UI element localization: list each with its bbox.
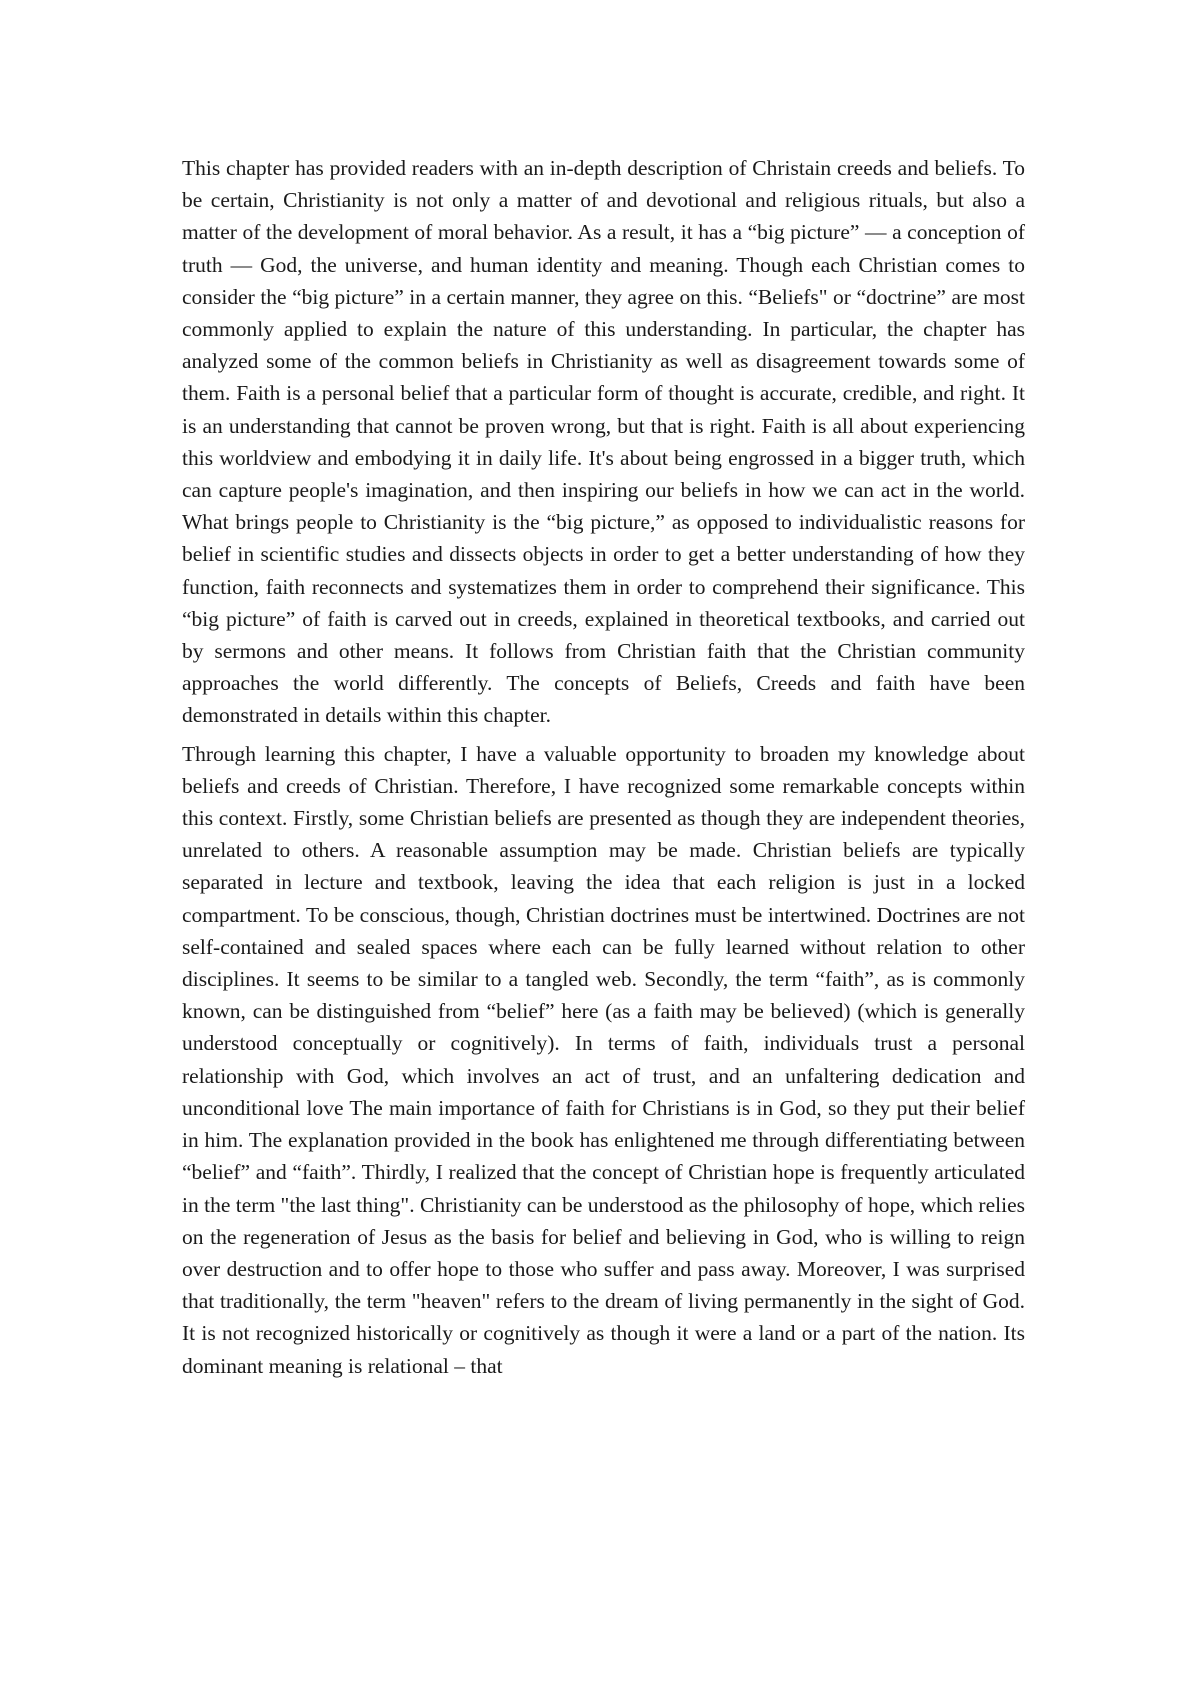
paragraph-reflection: Through learning this chapter, I have a valuable opportunity to broaden my knowledge about beliefs and creeds of Christian. Therefore, I have recognized some remarkable concepts within this context. Firstly, some Christian beliefs are presented as though they are independent theories, unrelated to others. A reasonable assumption may be made. Christian beliefs are typically separated in lecture and textbook, leaving the idea that each religion is just in a locked compartment. To be conscious, though, Christian doctrines must be intertwined. Doctrines are not self-contained and sealed spaces where each can be fully learned without relation to other disciplines. It seems to be similar to a tangled web. Secondly, the term “faith”, as is commonly known, can be distinguished from “belief” here (as a faith may be believed) (which is generally understood conceptually or cognitively). In terms of faith, individuals trust a personal relationship with God, which involves an act of trust, and an unfaltering dedication and unconditional love The main importance of faith for Christians is in God, so they put their belief in him. The explanation provided in the book has enlightened me through differentiating between “belief” and “faith”. Thirdly, I realized that the concept of Christian hope is frequently articulated in the term "the last thing". Christianity can be understood as the philosophy of hope, which relies on the regeneration of Jesus as the basis for belief and believing in God, who is willing to reign over destruction and to offer hope to those who suffer and pass away. Moreover, I was surprised that traditionally, the term "heaven" refers to the dream of living permanently in the sight of God. It is not recognized historically or cognitively as though it were a land or a part of the nation. Its dominant meaning is relational – that [182,741,1025,1378]
body-text [182,152,1025,1382]
paragraph-summary: This chapter has provided readers with an in-depth description of Christain creeds and beliefs. To be certain, Christianity is not only a matter of and devotional and religious rituals, but also a matter of the development of moral behavior. As a result, it has a “big picture” — a conception of truth — God, the universe, and human identity and meaning. Though each Christian comes to consider the “big picture” in a certain manner, they agree on this. “Beliefs" or “doctrine” are most commonly applied to explain the nature of this understanding. In particular, the chapter has analyzed some of the common beliefs in Christianity as well as disagreement towards some of them. Faith is a personal belief that a particular form of thought is accurate, credible, and right. It is an understanding that cannot be proven wrong, but that is right. Faith is all about experiencing this worldview and embodying it in daily life. It's about being engrossed in a bigger truth, which can capture people's imagination, and then inspiring our beliefs in how we can act in the world. What brings people to Christianity is the “big picture,” as opposed to individualistic reasons for belief in scientific studies and dissects objects in order to get a better understanding of how they function, faith reconnects and systematizes them in order to comprehend their significance. This “big picture” of faith is carved out in creeds, explained in theoretical textbooks, and carried out by sermons and other means. It follows from Christian faith that the Christian community approaches the world differently. The concepts of Beliefs, Creeds and faith have been demonstrated in details within this chapter. [182,156,1025,728]
